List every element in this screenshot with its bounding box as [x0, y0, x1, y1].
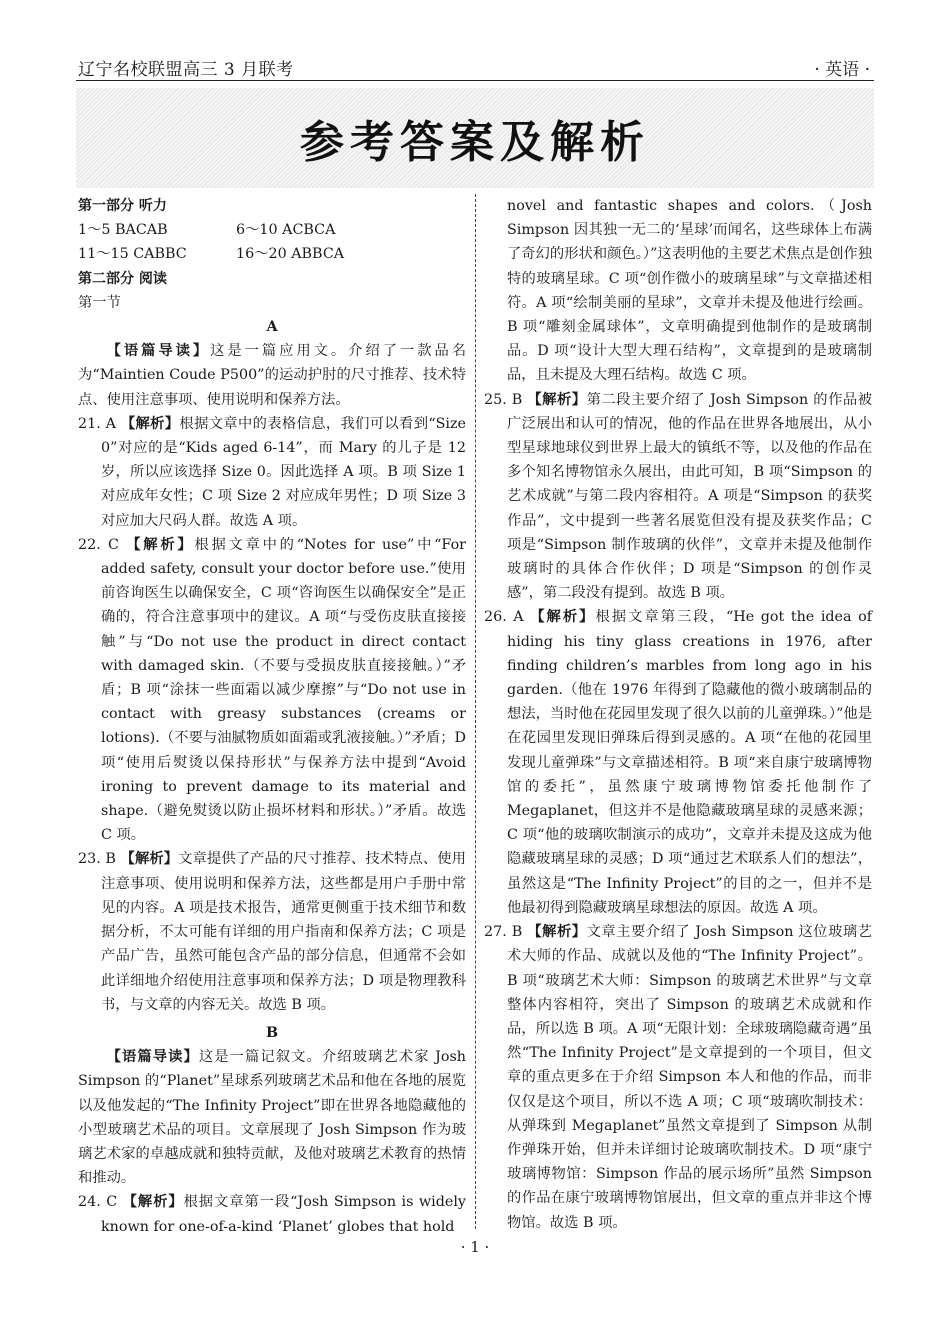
left-column [78, 194, 466, 1239]
question-24-continued: novel and fantastic shapes and colors.（Josh Simpson 因其独一无二的‘星球’而闻名，这些球体上布满了奇幻的形状和颜色。）”这表明他的主要艺术焦点是创作独特的玻璃星球。C 项“创作微小的玻璃星球”与文章描述相符。A 项“绘制美丽的星球”，文章并未提及他进行绘画。B 项“雕刻金属球体”，文章明确提到他制作的是玻璃制品。D 项“设计大型大理石结构”，文章提到的是玻璃制品，且未提及大理石结构。故选 C 项。 [507, 198, 872, 384]
passage-a-guide: 【语篇导读】这是一篇应用文。介绍了一款品名为“Maintien Coude P500”的运动护肘的尺寸推荐、技术特点、使用注意事项、使用说明和保养方法。 [78, 343, 467, 408]
passage-b-guide: 【语篇导读】这是一篇记叙文。介绍玻璃艺术家 Josh Simpson 的“Planet”星球系列玻璃艺术品和他在各地的展览以及他发起的“The Infinity Project”即在世界各地隐藏他的小型玻璃艺术品的项目。文章展现了 Josh Simpson 作为玻璃艺术家的卓越成就和独特贡献，及他对玻璃艺术教育的热情和推动。 [78, 1049, 467, 1187]
question-21-explanation: 21. A 【解析】根据文章中的表格信息，我们可以看到“Size 0”对应的是“Kids aged 6-14”，而 Mary 的儿子是 12 岁，所以应该选择 Size 0。因此选择 A 项。B 项 Size 1 对应成年女性；C 项 Size 2 对应成年男性；D 项 Size 3 对应加大尺码人群。故选 A 项。 [78, 415, 467, 529]
header-divider [76, 80, 874, 81]
passage-a-label: A [266, 319, 278, 336]
page-number: · 1 · [460, 1238, 490, 1256]
answer-group: 16～20 ABBCA [236, 246, 345, 263]
answer-group: 11～15 CABBC [78, 246, 187, 263]
answer-group: 6～10 ACBCA [236, 222, 336, 239]
question-27-explanation: 27. B 【解析】文章主要介绍了 Josh Simpson 这位玻璃艺术大师的作品、成就以及他的“The Infinity Project”。B 项“玻璃艺术大师：Simpson 的玻璃艺术世界”与文章整体内容相符，突出了 Simpson 的玻璃艺术成就和作品，所以选 B 项。A 项“无限计划：全球玻璃隐藏奇遇”虽然“The Infinity Project”是文章提到的一个项目，但文章的重点更多在于介绍 Simpson 本人和他的作品，而非仅仅是这个项目，所以不选 A 项；C 项“玻璃吹制技术：从弹珠到 Megaplanet”虽然文章提到了 Simpson 从制作弹珠开始，但并未详细讨论玻璃吹制技术。D 项“康宁玻璃博物馆：Simpson 作品的展示场所”虽然 Simpson 的作品在康宁玻璃博物馆展出，但文章的重点并非这个博物馆。故选 B 项。 [484, 924, 872, 1231]
answer-group: 1～5 BACAB [78, 222, 168, 239]
question-23-explanation: 23. B 【解析】文章提供了产品的尺寸推荐、技术特点、使用注意事项、使用说明和保养方法，这些都是用户手册中常见的内容。A 项是技术报告，通常更侧重于技术细节和数据分析，不太可能有详细的用户指南和保养方法；C 项是产品广告，虽然可能包含产品的部分信息，但通常不会如此详细地介绍使用注意事项和保养方法；D 项是物理教科书，与文章的内容无关。故选 B 项。 [78, 851, 466, 1013]
right-column [484, 194, 872, 1235]
question-25-explanation: 25. B 【解析】第二段主要介绍了 Josh Simpson 的作品被广泛展出和认可的情况，他的作品在世界各地展出，从小型星球地球仪到世界上最大的镇纸不等，以及他的作品在多个知名博物馆永久展出，由此可知，B 项“Simpson 的艺术成就”与第二段内容相符。A 项是“Simpson 的获奖作品”，文中提到一些著名展览但没有提及获奖作品；C 项是“Simpson 制作玻璃的伙伴”，文章并未提及他制作玻璃时的具体合作伙伴；D 项是“Simpson 的创作灵感”，第二段没有提到。故选 B 项。 [484, 391, 872, 602]
column-divider [475, 194, 476, 1229]
part2-heading: 第二部分 阅读 [78, 270, 167, 287]
passage-b-label: B [265, 1024, 279, 1041]
question-26-explanation: 26. A 【解析】根据文章第三段，“He got the idea of hiding his tiny glass creations in 1976, after finding children’s marbles from long ago in his garden.（他在 1976 年得到了隐藏他的微小玻璃制品的想法，当时他在花园里发现了很久以前的儿童弹珠。）”他是在花园里发现旧弹珠后得到灵感的。A 项“在他的花园里发现儿童弹珠”与文章描述相符。B 项“来自康宁玻璃博物馆的委托”，虽然康宁玻璃博物馆委托他制作了 Megaplanet，但这并不是他隐藏玻璃星球的灵感来源；C 项“他的玻璃吹制演示的成功”，文章并未提及这成为他隐藏玻璃星球的灵感；D 项“通过艺术联系人们的想法”，虽然这是“The Infinity Project”的目的之一，但并不是他最初得到隐藏玻璃星球想法的原因。故选 A 项。 [484, 609, 872, 916]
page-title: 参考答案及解析 [300, 117, 650, 168]
section-label: 第一节 [78, 294, 121, 311]
answer-row [78, 218, 466, 242]
question-22-explanation: 22. C 【解析】根据文章中的“Notes for use”中“For added safety, consult your doctor before use.”使用前咨询医生以确保安全，C 项“咨询医生以确保安全”是正确的，符合注意事项中的建议。A 项“与受伤皮肤直接接触”与“Do not use the product in direct contact with damaged skin.（不要与受损皮肤直接接触。）”矛盾；B 项“涂抹一些面霜以减少摩擦”与“Do not use in contact with greasy substances (creams or lotions).（不要与油腻物质如面霜或乳液接触。）”矛盾；D 项“使用后熨烫以保持形状”与保养方法中提到“Avoid ironing to prevent damage to its material and shape.（避免熨烫以防止损坏材料和形状。）”矛盾。故选 C 项。 [78, 536, 467, 844]
answer-row [78, 242, 466, 266]
question-24-explanation: 24. C 【解析】根据文章第一段“Josh Simpson is widely known for one-of-a-kind ‘Planet’ globes that hold [78, 1194, 467, 1235]
title-banner [76, 88, 874, 188]
exam-title: 辽宁名校联盟高三 3 月联考 [78, 60, 294, 80]
part1-heading: 第一部分 听力 [78, 198, 167, 214]
subject-label: · 英语 · [814, 60, 870, 80]
